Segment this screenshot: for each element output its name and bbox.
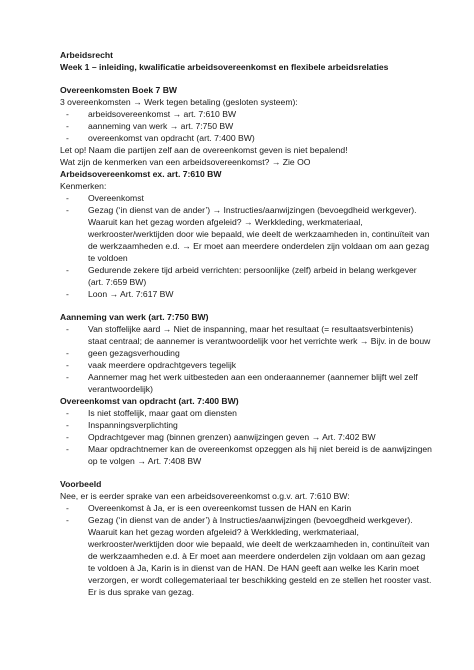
bullet-dash: - <box>66 372 69 382</box>
list-item: - Overeenkomst <box>66 193 144 203</box>
bullet-dash: - <box>66 503 69 513</box>
list-item: - Gedurende zekere tijd arbeid verrichten: persoonlijke (zelf) arbeid in belang werkgever (art. 7:659 BW) <box>66 265 417 287</box>
bullet-dash: - <box>66 420 69 430</box>
bullet-dash: - <box>66 133 69 143</box>
list-item: - Overeenkomst à Ja, er is een overeenkomst tussen de HAN en Karin <box>66 503 352 513</box>
bullet-dash: - <box>66 515 69 525</box>
bullet-dash: - <box>66 324 69 334</box>
note-text: Let op! Naam die partijen zelf aan de overeenkomst geven is niet bepalend! <box>60 145 348 155</box>
list-item: - vaak meerdere opdrachtgevers tegelijk <box>66 360 237 370</box>
list-item: - Van stoffelijke aard → Niet de inspanning, maar het resultaat (= resultaatsverbintenis) staat centraal; de aannemer is verantwoordelijk voor het verrichte werk → Bijv. in de bouw <box>66 324 431 346</box>
bullet-dash: - <box>66 444 69 454</box>
section-heading-opdracht: Overeenkomst van opdracht (art. 7:400 BW) <box>60 396 239 406</box>
bullet-dash: - <box>66 360 69 370</box>
list-item: - overeenkomst van opdracht (art. 7:400 BW) <box>66 133 255 143</box>
bullet-dash: - <box>66 348 69 358</box>
section-heading-aanneming: Aanneming van werk (art. 7:750 BW) <box>60 312 209 322</box>
list-item: - geen gezagsverhouding <box>66 348 180 358</box>
bullet-dash: - <box>66 408 69 418</box>
list-item: - aanneming van werk → art. 7:750 BW <box>66 121 234 131</box>
note-text: Wat zijn de kenmerken van een arbeidsovereenkomst? → Zie OO <box>60 157 311 167</box>
list-item: - Maar opdrachtnemer kan de overeenkomst opzeggen als hij niet bereid is de aanwijzingen op te volgen → Art. 7:408 BW <box>66 444 432 466</box>
bullet-dash: - <box>66 289 69 299</box>
bullet-dash: - <box>66 193 69 203</box>
section-heading-overeenkomsten: Overeenkomsten Boek 7 BW <box>60 85 178 95</box>
document-title: Arbeidsrecht <box>60 50 114 60</box>
list-item: - Opdrachtgever mag (binnen grenzen) aanwijzingen geven → Art. 7:402 BW <box>66 432 376 442</box>
document-subtitle: Week 1 – inleiding, kwalificatie arbeidsovereenkomst en flexibele arbeidsrelaties <box>60 62 389 72</box>
bullet-dash: - <box>66 432 69 442</box>
bullet-dash: - <box>66 109 69 119</box>
bullet-dash: - <box>66 121 69 131</box>
list-item: - arbeidsovereenkomst → art. 7:610 BW <box>66 109 237 119</box>
list-item: - Inspanningsverplichting <box>66 420 178 430</box>
section-intro: Nee, er is eerder sprake van een arbeidsovereenkomst o.g.v. art. 7:610 BW: <box>60 491 350 501</box>
section-label: Kenmerken: <box>60 181 107 191</box>
list-item: - Is niet stoffelijk, maar gaat om diensten <box>66 408 237 418</box>
section-heading-voorbeeld: Voorbeeld <box>60 479 102 489</box>
list-item: - Gezag (‘in dienst van de ander’) → Instructies/aanwijzingen (bevoegdheid werkgever). Waaruit kan het gezag worden afgeleid? → Werkkleding, werkmateriaal, werkrooster/werktijden door wie bepaald, wie deelt de werkzaamheden in, continuïteit van de werkzaamheden e.d. → Er moet aan meerdere onderdelen zijn voldaan om aan gezag te voldoen <box>66 205 430 263</box>
list-item: - Gezag (‘in dienst van de ander’) à Instructies/aanwijzingen (bevoegdheid werkgever). Waaruit kan het gezag worden afgeleid? à Werkkleding, werkmateriaal, werkrooster/werktijden door wie bepaald, wie deelt de werkzaamheden in, continuïteit van de werkzaamheden e.d. à Er moet aan meerdere onderdelen zijn voldaan om aan gezag te voldoen à Ja, Karin is in dienst van de HAN. De HAN geeft aan welke les Karin moet verzorgen, er wordt collegemateriaal ter beschikking gesteld en ze stellen het rooster vast. Er is dus sprake van gezag. <box>66 515 432 597</box>
list-item: - Loon → Art. 7:617 BW <box>66 289 174 299</box>
bullet-dash: - <box>66 205 69 215</box>
section-heading-arbeidsovereenkomst: Arbeidsovereenkomst ex. art. 7:610 BW <box>60 169 222 179</box>
section-intro: 3 overeenkomsten → Werk tegen betaling (gesloten systeem): <box>60 97 298 107</box>
bullet-dash: - <box>66 265 69 275</box>
list-item: - Aannemer mag het werk uitbesteden aan een onderaannemer (aannemer blijft wel zelf verantwoordelijk) <box>66 372 418 394</box>
